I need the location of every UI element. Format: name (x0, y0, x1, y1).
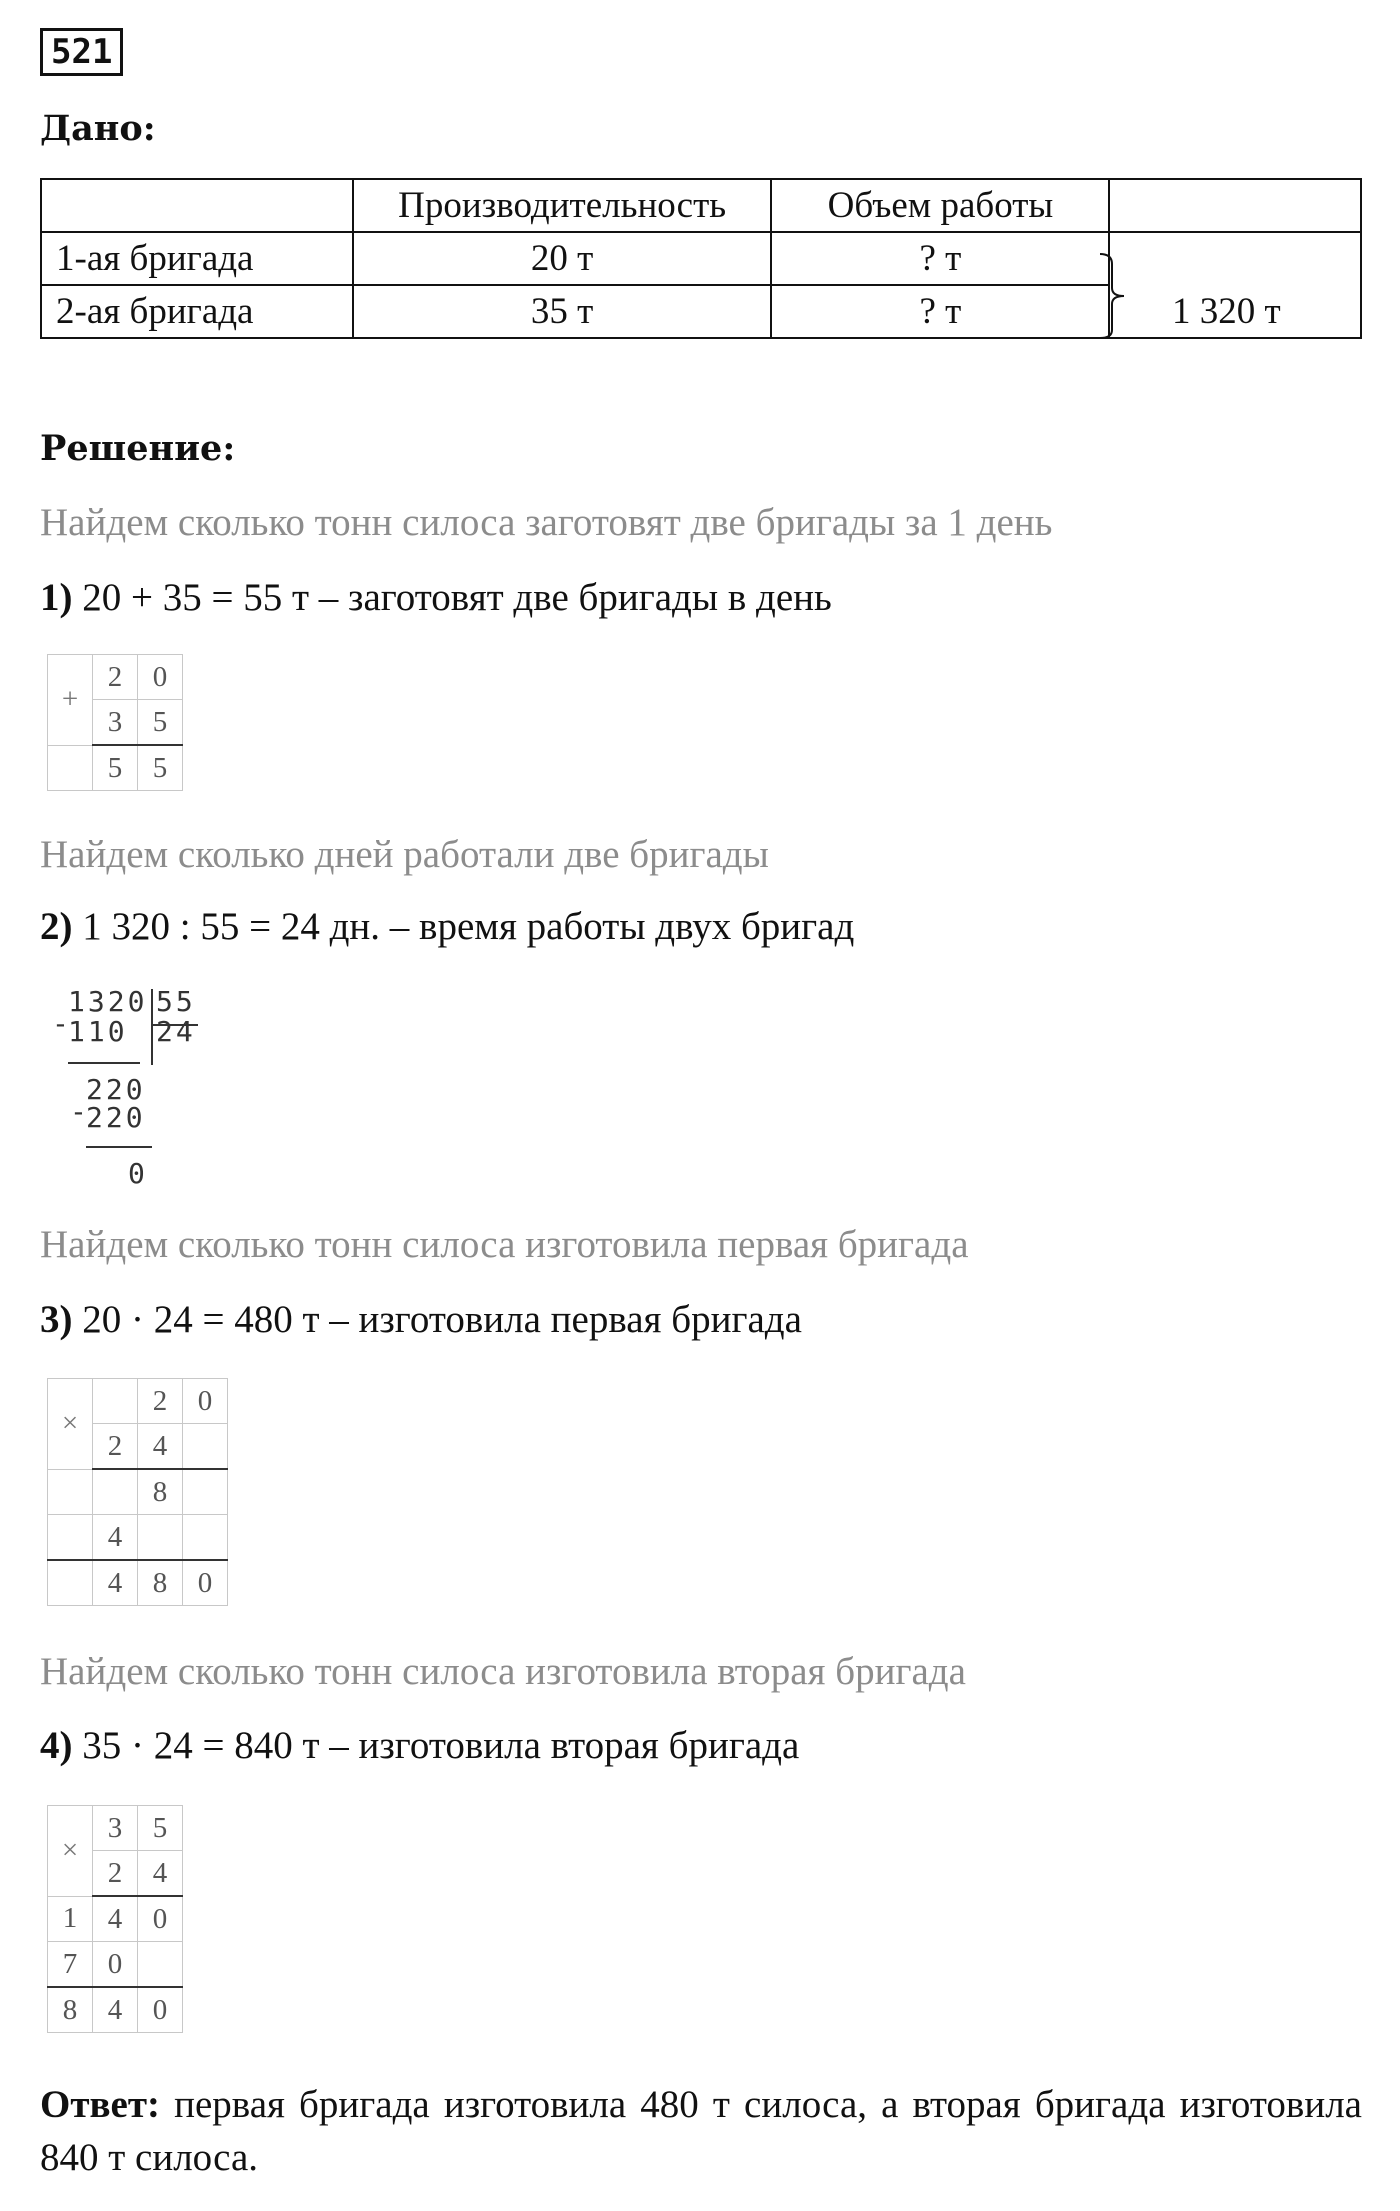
division-remainder: 0 (128, 1157, 148, 1190)
grid-row (48, 1560, 228, 1606)
grid-cell (48, 745, 93, 791)
grid-cell: 2 (93, 655, 138, 700)
operator-times: × (48, 1806, 93, 1897)
operator-plus: + (48, 655, 93, 746)
total-volume: 1 320 т (1172, 291, 1281, 332)
grid-cell: 0 (183, 1560, 228, 1606)
step-hint: Найдем сколько дней работали две бригады (40, 833, 769, 876)
division-lines (48, 985, 228, 1195)
division-dividend: 1320 (68, 985, 148, 1018)
step-number: 3) (40, 1298, 73, 1341)
grid-cell (93, 1469, 138, 1515)
minus-sign: - (70, 1095, 90, 1128)
multiplication-grid (47, 1805, 183, 2033)
grid-cell: 5 (138, 700, 183, 746)
given-label: Дано: (40, 108, 156, 149)
grid-cell: 5 (93, 745, 138, 791)
grid-cell (183, 1424, 228, 1470)
grid-cell: 4 (138, 1851, 183, 1897)
grid-cell: 1 (48, 1896, 93, 1942)
grid-cell (183, 1515, 228, 1561)
grid-cell: 7 (48, 1942, 93, 1988)
given-table-header (41, 179, 1361, 232)
addition-grid (47, 654, 183, 791)
division-subtrahend: 110 (68, 1015, 128, 1048)
step-text: 20 · 24 = 480 т – изготовила первая бригада (72, 1298, 802, 1341)
step-line (40, 904, 854, 949)
grid-cell: 4 (93, 1987, 138, 2033)
brigade-name: 2-ая бригада (41, 285, 353, 338)
grid-cell (183, 1469, 228, 1515)
grid-cell: 8 (138, 1469, 183, 1515)
header-cell-empty (41, 179, 353, 232)
table-row (41, 232, 1361, 285)
grid-row (48, 655, 183, 700)
grid-cell: 4 (93, 1515, 138, 1561)
grid-cell: 0 (138, 1987, 183, 2033)
grid-row (48, 1896, 183, 1942)
problem-number: 521 (40, 28, 123, 76)
grid-cell: 0 (183, 1379, 228, 1424)
grid-row (48, 1469, 228, 1515)
grid-cell (48, 1469, 93, 1515)
grid-cell: 3 (93, 1806, 138, 1851)
header-cell-total (1109, 179, 1361, 232)
grid-cell: 4 (93, 1560, 138, 1606)
answer-label: Ответ: (40, 2083, 161, 2126)
grid-cell: 8 (138, 1560, 183, 1606)
brigade-name: 1-ая бригада (41, 232, 353, 285)
step-hint: Найдем сколько тонн силоса заготовят две бригады за 1 день (40, 501, 1053, 544)
multiplication-grid (47, 1378, 228, 1606)
grid-cell (48, 1560, 93, 1606)
header-productivity: Производительность (353, 179, 772, 232)
answer-paragraph (40, 2078, 1362, 2184)
grid-cell: 4 (138, 1424, 183, 1470)
operator-times: × (48, 1379, 93, 1470)
step-line (40, 575, 832, 620)
step-line (40, 1297, 802, 1342)
answer-text: первая бригада изготовила 480 т силоса, а вторая бригада изготовила 840 т силоса. (40, 2083, 1362, 2179)
division-divisor: 55 (156, 985, 196, 1018)
grid-cell (48, 1515, 93, 1561)
grid-cell: 5 (138, 1806, 183, 1851)
grid-cell: 0 (138, 655, 183, 700)
brigade-productivity: 35 т (353, 285, 772, 338)
step-text: 1 320 : 55 = 24 дн. – время работы двух бригад (72, 905, 855, 948)
grid-row (48, 1379, 228, 1424)
grid-cell (138, 1515, 183, 1561)
step-line (40, 1723, 799, 1768)
header-volume: Объем работы (771, 179, 1109, 232)
step-hint: Найдем сколько тонн силоса изготовила вторая бригада (40, 1650, 966, 1693)
step-text: 35 · 24 = 840 т – изготовила вторая бригада (72, 1724, 800, 1767)
step-number: 2) (40, 905, 73, 948)
grid-cell: 5 (138, 745, 183, 791)
division-quotient: 24 (156, 1015, 196, 1048)
grid-row (48, 1806, 183, 1851)
step-number: 4) (40, 1724, 73, 1767)
brigade-volume: ? т (771, 232, 1109, 285)
division-subtrahend: 220 (86, 1101, 146, 1134)
curly-brace-icon (1098, 250, 1128, 342)
grid-cell: 3 (93, 700, 138, 746)
grid-row (48, 745, 183, 791)
grid-cell (93, 1379, 138, 1424)
step-number: 1) (40, 576, 73, 619)
given-table (40, 178, 1362, 339)
grid-row (48, 1987, 183, 2033)
step-text: 20 + 35 = 55 т – заготовят две бригады в день (72, 576, 832, 619)
grid-cell: 0 (93, 1942, 138, 1988)
grid-cell: 8 (48, 1987, 93, 2033)
long-division (48, 985, 228, 1195)
minus-sign: - (52, 1007, 72, 1040)
step-hint: Найдем сколько тонн силоса изготовила первая бригада (40, 1223, 969, 1266)
brigade-productivity: 20 т (353, 232, 772, 285)
grid-cell: 0 (138, 1896, 183, 1942)
solution-label: Решение: (40, 428, 236, 469)
brigade-volume: ? т (771, 285, 1109, 338)
grid-cell: 2 (93, 1424, 138, 1470)
grid-cell: 4 (93, 1896, 138, 1942)
grid-cell: 2 (138, 1379, 183, 1424)
division-remainder: 220 (86, 1073, 146, 1106)
grid-row (48, 1942, 183, 1988)
grid-cell (138, 1942, 183, 1988)
grid-cell: 2 (93, 1851, 138, 1897)
grid-row (48, 1515, 228, 1561)
